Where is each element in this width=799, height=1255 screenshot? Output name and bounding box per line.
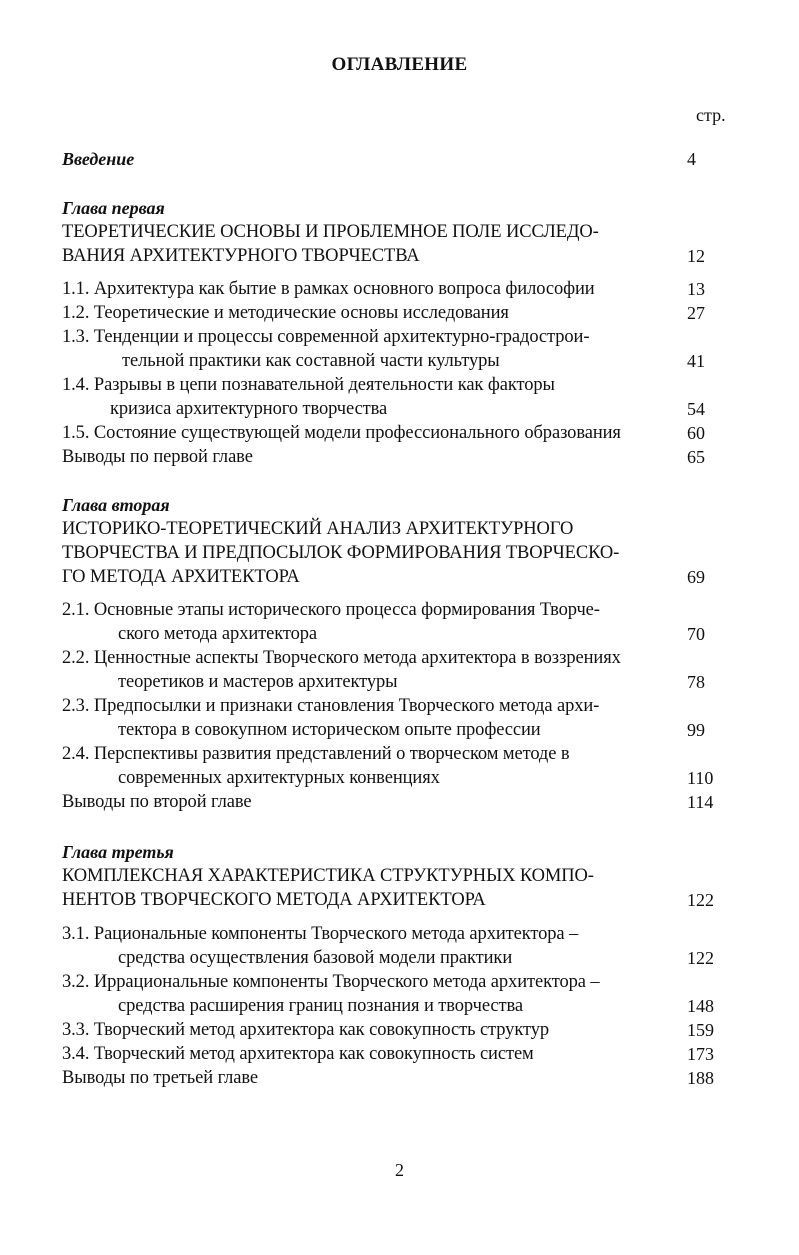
section-page: 148 bbox=[687, 996, 714, 1016]
section-line: средства осуществления базовой модели практики bbox=[118, 948, 513, 968]
section-line: тельной практики как составной части культуры bbox=[122, 351, 500, 371]
section-page: 65 bbox=[687, 447, 705, 467]
page-title: ОГЛАВЛЕНИЕ bbox=[331, 54, 468, 75]
section-line: 2.1. Основные этапы исторического процесса формирования Творче- bbox=[62, 600, 600, 620]
section-page: 99 bbox=[687, 720, 705, 740]
section-page: 159 bbox=[687, 1020, 714, 1040]
section-line: ского метода архитектора bbox=[118, 624, 318, 644]
section-line: 1.5. Состояние существующей модели профессионального образования bbox=[62, 423, 621, 443]
section-line: 3.3. Творческий метод архитектора как совокупность структур bbox=[62, 1020, 550, 1040]
chapter-label: Глава третья bbox=[62, 842, 174, 862]
chapter-heading-line: НЕНТОВ ТВОРЧЕСКОГО МЕТОДА АРХИТЕКТОРА bbox=[62, 890, 486, 910]
chapter-page: 12 bbox=[687, 246, 705, 266]
section-line: 1.4. Разрывы в цепи познавательной деятельности как факторы bbox=[62, 375, 555, 395]
section-page: 54 bbox=[687, 399, 705, 419]
chapter-page: 122 bbox=[687, 890, 714, 910]
section-page: 27 bbox=[687, 303, 705, 323]
section-page: 60 bbox=[687, 423, 705, 443]
section-page: 78 bbox=[687, 672, 705, 692]
chapter-heading-line: КОМПЛЕКСНАЯ ХАРАКТЕРИСТИКА СТРУКТУРНЫХ КОМПО- bbox=[62, 866, 594, 886]
section-page: 70 bbox=[687, 624, 705, 644]
section-line: современных архитектурных конвенциях bbox=[118, 768, 440, 788]
chapter-heading-line: ТВОРЧЕСТВА И ПРЕДПОСЫЛОК ФОРМИРОВАНИЯ ТВОРЧЕСКО- bbox=[62, 543, 620, 563]
section-page: 122 bbox=[687, 948, 714, 968]
section-page: 13 bbox=[687, 279, 705, 299]
section-line: 2.4. Перспективы развития представлений о творческом методе в bbox=[62, 744, 570, 764]
section-line: 2.2. Ценностные аспекты Творческого метода архитектора в воззрениях bbox=[62, 648, 621, 668]
section-line: Выводы по третьей главе bbox=[62, 1068, 258, 1088]
section-page: 110 bbox=[687, 768, 714, 788]
section-line: 3.1. Рациональные компоненты Творческого метода архитектора – bbox=[62, 924, 579, 944]
section-line: 2.3. Предпосылки и признаки становления Творческого метода архи- bbox=[62, 696, 600, 716]
section-line: тектора в совокупном историческом опыте профессии bbox=[118, 720, 541, 740]
chapter-page: 69 bbox=[687, 567, 705, 587]
section-page: 41 bbox=[687, 351, 705, 371]
section-page: 188 bbox=[687, 1068, 714, 1088]
intro-page: 4 bbox=[687, 149, 696, 169]
section-line: 3.4. Творческий метод архитектора как совокупность систем bbox=[62, 1044, 534, 1064]
chapter-label: Глава вторая bbox=[62, 495, 170, 515]
section-line: теоретиков и мастеров архитектуры bbox=[118, 672, 398, 692]
toc-intro bbox=[62, 147, 727, 171]
footer-page-number: 2 bbox=[395, 1160, 404, 1180]
section-page: 173 bbox=[687, 1044, 714, 1064]
section-line: 3.2. Иррациональные компоненты Творческого метода архитектора – bbox=[62, 972, 600, 992]
section-line: 1.1. Архитектура как бытие в рамках основного вопроса философии bbox=[62, 279, 595, 299]
section-line: Выводы по первой главе bbox=[62, 447, 253, 467]
intro-label: Введение bbox=[62, 149, 135, 169]
chapter-heading-line: ИСТОРИКО-ТЕОРЕТИЧЕСКИЙ АНАЛИЗ АРХИТЕКТУРНОГО bbox=[62, 519, 574, 539]
section-line: кризиса архитектурного творчества bbox=[110, 399, 388, 419]
section-line: средства расширения границ познания и творчества bbox=[118, 996, 523, 1016]
chapter-heading-line: ТЕОРЕТИЧЕСКИЕ ОСНОВЫ И ПРОБЛЕМНОЕ ПОЛЕ ИССЛЕДО- bbox=[62, 222, 599, 242]
section-line: 1.2. Теоретические и методические основы исследования bbox=[62, 303, 509, 323]
page-column-label: стр. bbox=[696, 105, 726, 125]
section-line: Выводы по второй главе bbox=[62, 792, 252, 812]
section-page: 114 bbox=[687, 792, 714, 812]
chapter-heading-line: ВАНИЯ АРХИТЕКТУРНОГО ТВОРЧЕСТВА bbox=[62, 246, 420, 266]
chapter-heading-line: ГО МЕТОДА АРХИТЕКТОРА bbox=[62, 567, 300, 587]
chapter-label: Глава первая bbox=[62, 198, 165, 218]
section-line: 1.3. Тенденции и процессы современной архитектурно-градострои- bbox=[62, 327, 590, 347]
